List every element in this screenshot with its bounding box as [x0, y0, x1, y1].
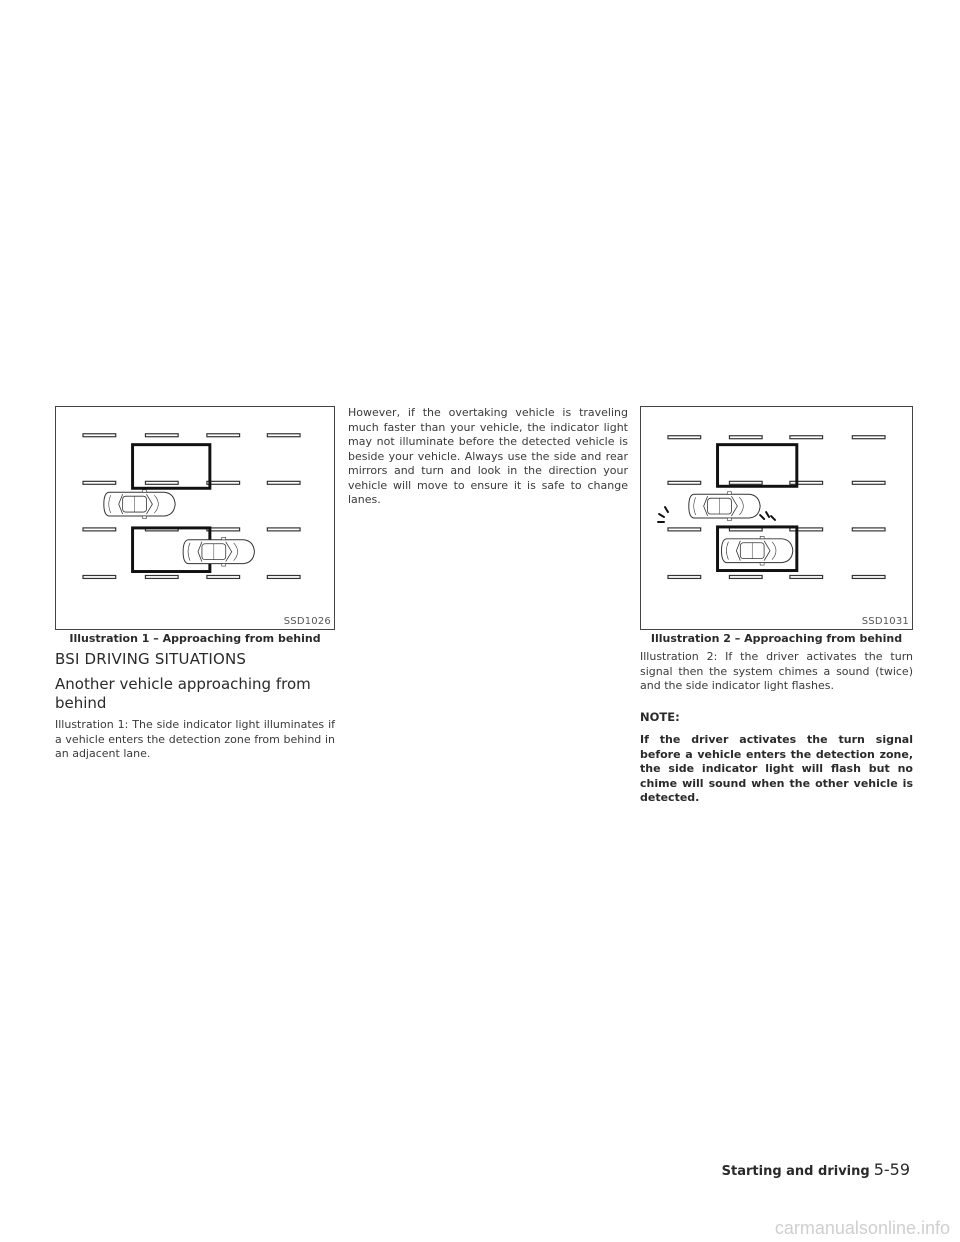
section-heading: BSI DRIVING SITUATIONS [55, 650, 247, 668]
page-footer [722, 1160, 910, 1179]
figure-caption: Illustration 2 – Approaching from behind [650, 632, 903, 645]
sub-heading: Another vehicle approaching from behind [55, 675, 311, 712]
illustration-2-drawing [641, 407, 912, 629]
footer-section: Starting and driving [721, 1164, 870, 1179]
col3-paragraph: Illustration 2: If the driver activates the turn signal then the system chimes a sound (twice) and the side indicator light flashes. [640, 650, 913, 692]
approaching-car [689, 492, 760, 521]
figure-code: SSD1031 [861, 616, 909, 627]
illustration-1 [55, 406, 335, 630]
detection-zone-upper [718, 445, 797, 487]
col2-paragraph: However, if the overtaking vehicle is traveling much faster than your vehicle, the indicator light may not illuminate before the detected vehicle is beside your vehicle. Always use the side and rear mirrors and turn and look in the direction your vehicle will move to ensure it is safe to change lanes. [348, 406, 628, 506]
own-car [183, 537, 254, 566]
illustration-2 [640, 406, 913, 630]
page-number: 5-59 [873, 1160, 910, 1179]
figure-code: SSD1026 [283, 616, 331, 627]
illustration-1-drawing [56, 407, 334, 629]
note-label: NOTE: [640, 710, 680, 724]
watermark: carmanualsonline.info [774, 1218, 950, 1238]
flash-marks-left [658, 507, 668, 522]
flash-marks-right [760, 512, 775, 520]
note-text: If the driver activates the turn signal before a vehicle enters the detection zone, the side indicator light will flash but no chime will sound when the other vehicle is detected. [640, 733, 913, 804]
own-car [721, 536, 792, 565]
col1-paragraph: Illustration 1: The side indicator light illuminates if a vehicle enters the detection zone from behind in an adjacent lane. [55, 718, 335, 760]
approaching-car [104, 490, 175, 519]
figure-caption: Illustration 1 – Approaching from behind [69, 632, 321, 645]
